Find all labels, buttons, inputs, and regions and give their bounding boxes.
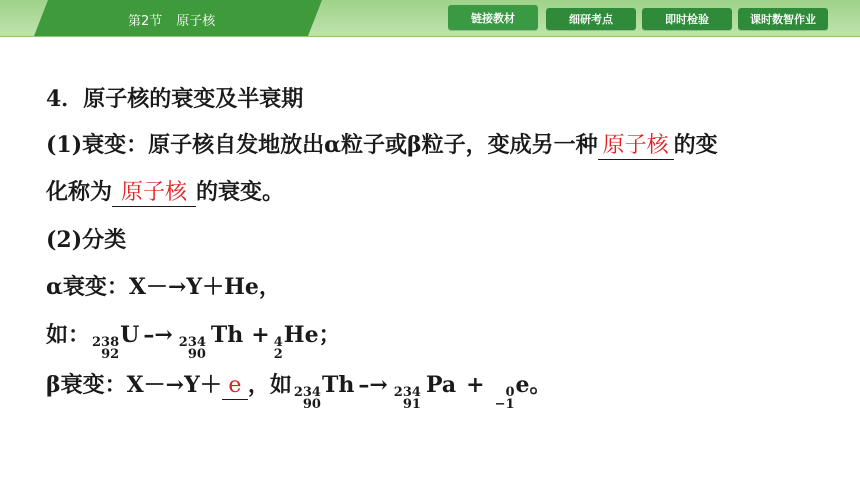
thorium-symbol: Th — [210, 322, 244, 348]
answer-blank-3: e — [222, 373, 248, 400]
beta-example-label: ，如 — [247, 372, 292, 398]
thorium-symbol: Th — [321, 372, 355, 398]
plus-sign: + — [251, 322, 270, 348]
decay-definition-suffix: 的变 — [673, 132, 718, 158]
answer-blank-2: 原子核 — [112, 180, 196, 207]
decay-called-text: 化称为 — [46, 179, 113, 205]
answer-blank-1: 原子核 — [598, 133, 674, 160]
top-bar — [0, 0, 860, 37]
alpha-decay-example — [46, 320, 341, 361]
paragraph-decay-1 — [46, 130, 718, 161]
uranium-symbol: U — [120, 322, 140, 348]
example-label: 如： — [46, 322, 91, 348]
nav-study-points[interactable]: 细研考点 — [546, 8, 636, 30]
protactinium-symbol: Pa — [425, 372, 457, 398]
helium-symbol: He — [283, 322, 319, 348]
electron-symbol: e — [515, 372, 530, 398]
beta-decay-example — [46, 370, 552, 411]
protactinium-isotope-numbers: 234 91 — [393, 385, 421, 412]
paragraph-decay-2 — [46, 177, 284, 208]
reaction-arrow: –→ — [358, 372, 388, 398]
decay-called-suffix: 的衰变。 — [196, 179, 285, 205]
classification-heading: (2)分类 — [46, 227, 127, 253]
section-number: 第2节 — [128, 14, 163, 29]
line-end: 。 — [529, 372, 552, 398]
helium-isotope-numbers: 4 2 — [273, 335, 283, 362]
alpha-decay-formula: α衰变：X－→Y＋He， — [46, 274, 281, 300]
uranium-isotope-numbers: 238 92 — [92, 335, 120, 362]
section-title: 原子核 — [176, 14, 216, 29]
section-label — [128, 10, 215, 28]
nav-link-textbook[interactable]: 链接教材 — [448, 5, 538, 30]
thorium-isotope-numbers: 234 90 — [293, 385, 321, 412]
decay-definition-text: (1)衰变：原子核自发地放出α粒子或β粒子，变成另一种 — [46, 132, 598, 158]
line-end: ； — [318, 322, 341, 348]
electron-numbers: 0 −1 — [494, 385, 515, 412]
beta-decay-formula: β衰变：X－→Y＋ — [46, 372, 222, 398]
nav-instant-check[interactable]: 即时检验 — [642, 8, 732, 30]
nav-homework[interactable]: 课时数智作业 — [738, 8, 828, 30]
section-heading: 4．原子核的衰变及半衰期 — [46, 86, 304, 112]
plus-sign: + — [466, 372, 485, 398]
reaction-arrow: –→ — [143, 322, 173, 348]
thorium-isotope-numbers: 234 90 — [178, 335, 206, 362]
